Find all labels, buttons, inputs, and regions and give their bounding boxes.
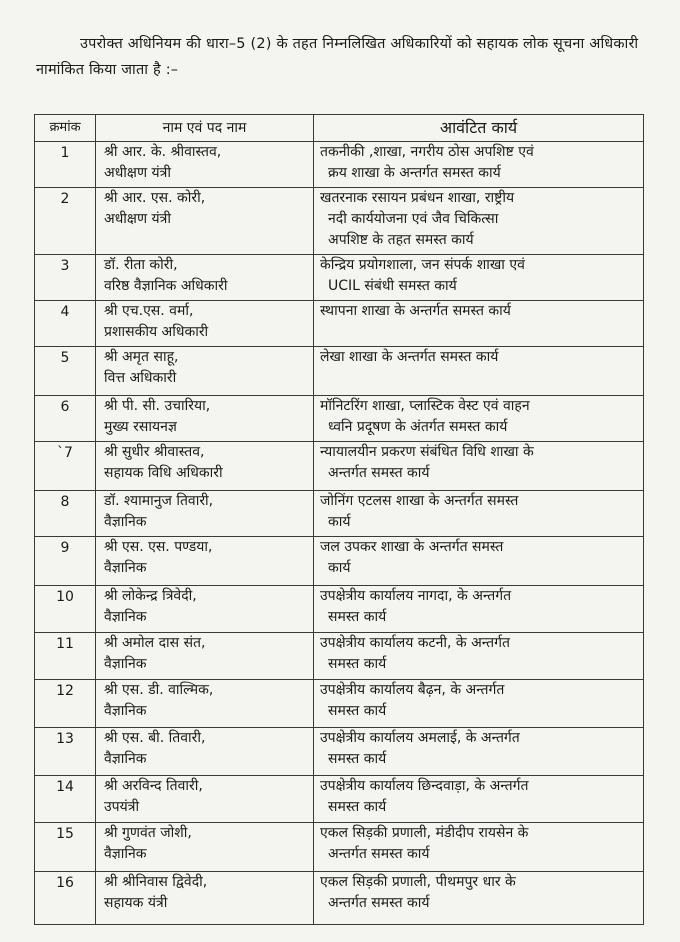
allotted-work — [314, 537, 644, 586]
table-row — [35, 633, 644, 680]
table-row — [35, 537, 644, 586]
serial-number: 11 — [35, 633, 96, 680]
work-line: उपक्षेत्रीय कार्यालय कटनी, के अन्तर्गत — [320, 635, 510, 651]
serial-number: `7 — [35, 442, 96, 491]
header-serial: क्रमांक — [35, 115, 96, 142]
table-row — [35, 142, 644, 188]
officer-cell — [96, 491, 314, 537]
officer-cell — [96, 680, 314, 728]
allotted-work — [314, 872, 644, 925]
serial-number: 10 — [35, 586, 96, 633]
work-line: समस्त कार्य — [328, 703, 387, 719]
allotted-work — [314, 586, 644, 633]
serial-number: 4 — [35, 301, 96, 347]
header-allotted-work: आवंटित कार्य — [314, 115, 644, 142]
officer-cell — [96, 142, 314, 188]
officer-cell — [96, 728, 314, 776]
officer-designation: वैज्ञानिक — [104, 703, 147, 719]
officer-name: श्री अमोल दास संत, — [104, 635, 206, 651]
officer-name: श्री अमृत साहू, — [104, 349, 179, 365]
table-row — [35, 823, 644, 872]
work-line: न्यायालयीन प्रकरण संबंधित विधि शाखा के — [320, 444, 534, 460]
serial-number: 16 — [35, 872, 96, 925]
officer-name: श्री एस. डी. वाल्मिक, — [104, 682, 214, 698]
serial-number: 15 — [35, 823, 96, 872]
header-name-designation: नाम एवं पद नाम — [96, 115, 314, 142]
officer-name: श्री लोकेन्द्र त्रिवेदी, — [104, 588, 197, 604]
allotted-work — [314, 633, 644, 680]
allotted-work — [314, 396, 644, 442]
work-line: अन्तर्गत समस्त कार्य — [328, 465, 430, 481]
table-row — [35, 301, 644, 347]
work-line: तकनीकी ,शाखा, नगरीय ठोस अपशिष्ट एवं — [320, 144, 534, 160]
officer-designation: वैज्ञानिक — [104, 514, 147, 530]
officer-name: श्री आर. एस. कोरी, — [104, 190, 206, 206]
officer-designation: मुख्य रसायनज्ञ — [104, 419, 177, 435]
work-line: मॉनिटरिंग शाखा, प्लास्टिक वेस्ट एवं वाहन — [320, 398, 530, 414]
allotted-work — [314, 728, 644, 776]
work-line: अन्तर्गत समस्त कार्य — [328, 895, 430, 911]
work-line: उपक्षेत्रीय कार्यालय छिन्दवाड़ा, के अन्तर्गत — [320, 778, 529, 794]
officer-name: श्री एस. एस. पण्डया, — [104, 539, 213, 555]
work-line: उपक्षेत्रीय कार्यालय अमलाई, के अन्तर्गत — [320, 730, 520, 746]
work-line: लेखा शाखा के अन्तर्गत समस्त कार्य — [320, 349, 499, 365]
allotted-work — [314, 188, 644, 255]
officer-cell — [96, 633, 314, 680]
officer-designation: प्रशासकीय अधिकारी — [104, 324, 209, 340]
officer-cell — [96, 872, 314, 925]
serial-number: 9 — [35, 537, 96, 586]
officer-name: श्री पी. सी. उचारिया, — [104, 398, 211, 414]
work-line: ध्वनि प्रदूषण के अंतर्गत समस्त कार्य — [328, 419, 508, 435]
allotted-work — [314, 442, 644, 491]
officer-designation: वैज्ञानिक — [104, 846, 147, 862]
work-line: समस्त कार्य — [328, 609, 387, 625]
allotted-work — [314, 142, 644, 188]
officer-name: श्री अरविन्द तिवारी, — [104, 778, 203, 794]
officer-name: श्री एस. बी. तिवारी, — [104, 730, 206, 746]
officers-table — [34, 114, 644, 925]
officer-designation: अधीक्षण यंत्री — [104, 211, 172, 227]
table-row — [35, 680, 644, 728]
table-row — [35, 491, 644, 537]
work-line: उपक्षेत्रीय कार्यालय नागदा, के अन्तर्गत — [320, 588, 512, 604]
officer-designation: वैज्ञानिक — [104, 751, 147, 767]
serial-number: 3 — [35, 255, 96, 301]
officer-cell — [96, 586, 314, 633]
officer-designation: वैज्ञानिक — [104, 609, 147, 625]
allotted-work — [314, 491, 644, 537]
table-row — [35, 347, 644, 396]
intro-paragraph: उपरोक्त अधिनियम की धारा–5 (2) के तहत निम्नलिखित अधिकारियों को सहायक लोक सूचना अधिकारी नामांकित किया जाता है :– — [36, 35, 639, 78]
officer-designation: वैज्ञानिक — [104, 560, 147, 576]
officer-designation: उपयंत्री — [104, 799, 140, 815]
work-line: समस्त कार्य — [328, 799, 387, 815]
table-row — [35, 255, 644, 301]
allotted-work — [314, 301, 644, 347]
table-row — [35, 728, 644, 776]
officer-name: श्री आर. के. श्रीवास्तव, — [104, 144, 222, 160]
table-row — [35, 188, 644, 255]
serial-number: 1 — [35, 142, 96, 188]
officer-designation: अधीक्षण यंत्री — [104, 165, 172, 181]
officer-designation: वैज्ञानिक — [104, 656, 147, 672]
table-header-row — [35, 115, 644, 142]
work-line: केन्द्रिय प्रयोगशाला, जन संपर्क शाखा एवं — [320, 257, 525, 273]
work-line: जल उपकर शाखा के अन्तर्गत समस्त — [320, 539, 504, 555]
table-row — [35, 396, 644, 442]
officer-name: डॉ. रीता कोरी, — [104, 257, 178, 273]
officer-name: श्री एच.एस. वर्मा, — [104, 303, 194, 319]
officer-designation: वित्त अधिकारी — [104, 370, 177, 386]
work-line: क्रय शाखा के अन्तर्गत समस्त कार्य — [328, 165, 501, 181]
work-line: एकल सिड़की प्रणाली, मंडीदीप रायसेन के — [320, 825, 529, 841]
work-line: कार्य — [328, 514, 351, 530]
officer-name: श्री सुधीर श्रीवास्तव, — [104, 444, 205, 460]
allotted-work — [314, 255, 644, 301]
officer-cell — [96, 396, 314, 442]
work-line: अन्तर्गत समस्त कार्य — [328, 846, 430, 862]
officer-cell — [96, 255, 314, 301]
work-line: स्थापना शाखा के अन्तर्गत समस्त कार्य — [320, 303, 511, 319]
officer-cell — [96, 537, 314, 586]
officer-designation: वरिष्ठ वैज्ञानिक अधिकारी — [104, 278, 228, 294]
work-line: कार्य — [328, 560, 351, 576]
officer-cell — [96, 776, 314, 823]
work-line: UCIL संबंधी समस्त कार्य — [328, 278, 457, 294]
officer-cell — [96, 347, 314, 396]
table-body — [35, 142, 644, 925]
serial-number: 8 — [35, 491, 96, 537]
allotted-work — [314, 776, 644, 823]
allotted-work — [314, 347, 644, 396]
serial-number: 2 — [35, 188, 96, 255]
work-line: खतरनाक रसायन प्रबंधन शाखा, राष्ट्रीय — [320, 190, 515, 206]
table-row — [35, 776, 644, 823]
officer-name: श्री गुणवंत जोशी, — [104, 825, 192, 841]
table-row — [35, 442, 644, 491]
allotted-work — [314, 680, 644, 728]
officer-cell — [96, 442, 314, 491]
work-line: अपशिष्ट के तहत समस्त कार्य — [328, 232, 474, 248]
serial-number: 5 — [35, 347, 96, 396]
officer-name: श्री श्रीनिवास द्विवेदी, — [104, 874, 208, 890]
officer-cell — [96, 301, 314, 347]
serial-number: 12 — [35, 680, 96, 728]
work-line: समस्त कार्य — [328, 751, 387, 767]
officer-cell — [96, 823, 314, 872]
table-row — [35, 872, 644, 925]
serial-number: 13 — [35, 728, 96, 776]
work-line: नदी कार्ययोजना एवं जैव चिकित्सा — [328, 211, 499, 227]
work-line: एकल सिड़की प्रणाली, पीथमपुर धार के — [320, 874, 516, 890]
serial-number: 14 — [35, 776, 96, 823]
serial-number: 6 — [35, 396, 96, 442]
officer-designation: सहायक यंत्री — [104, 895, 168, 911]
table-row — [35, 586, 644, 633]
work-line: जोनिंग एटलस शाखा के अन्तर्गत समस्त — [320, 493, 519, 509]
officer-cell — [96, 188, 314, 255]
officer-name: डॉ. श्यामानुज तिवारी, — [104, 493, 214, 509]
officer-designation: सहायक विधि अधिकारी — [104, 465, 223, 481]
work-line: समस्त कार्य — [328, 656, 387, 672]
work-line: उपक्षेत्रीय कार्यालय बैढ़न, के अन्तर्गत — [320, 682, 505, 698]
allotted-work — [314, 823, 644, 872]
